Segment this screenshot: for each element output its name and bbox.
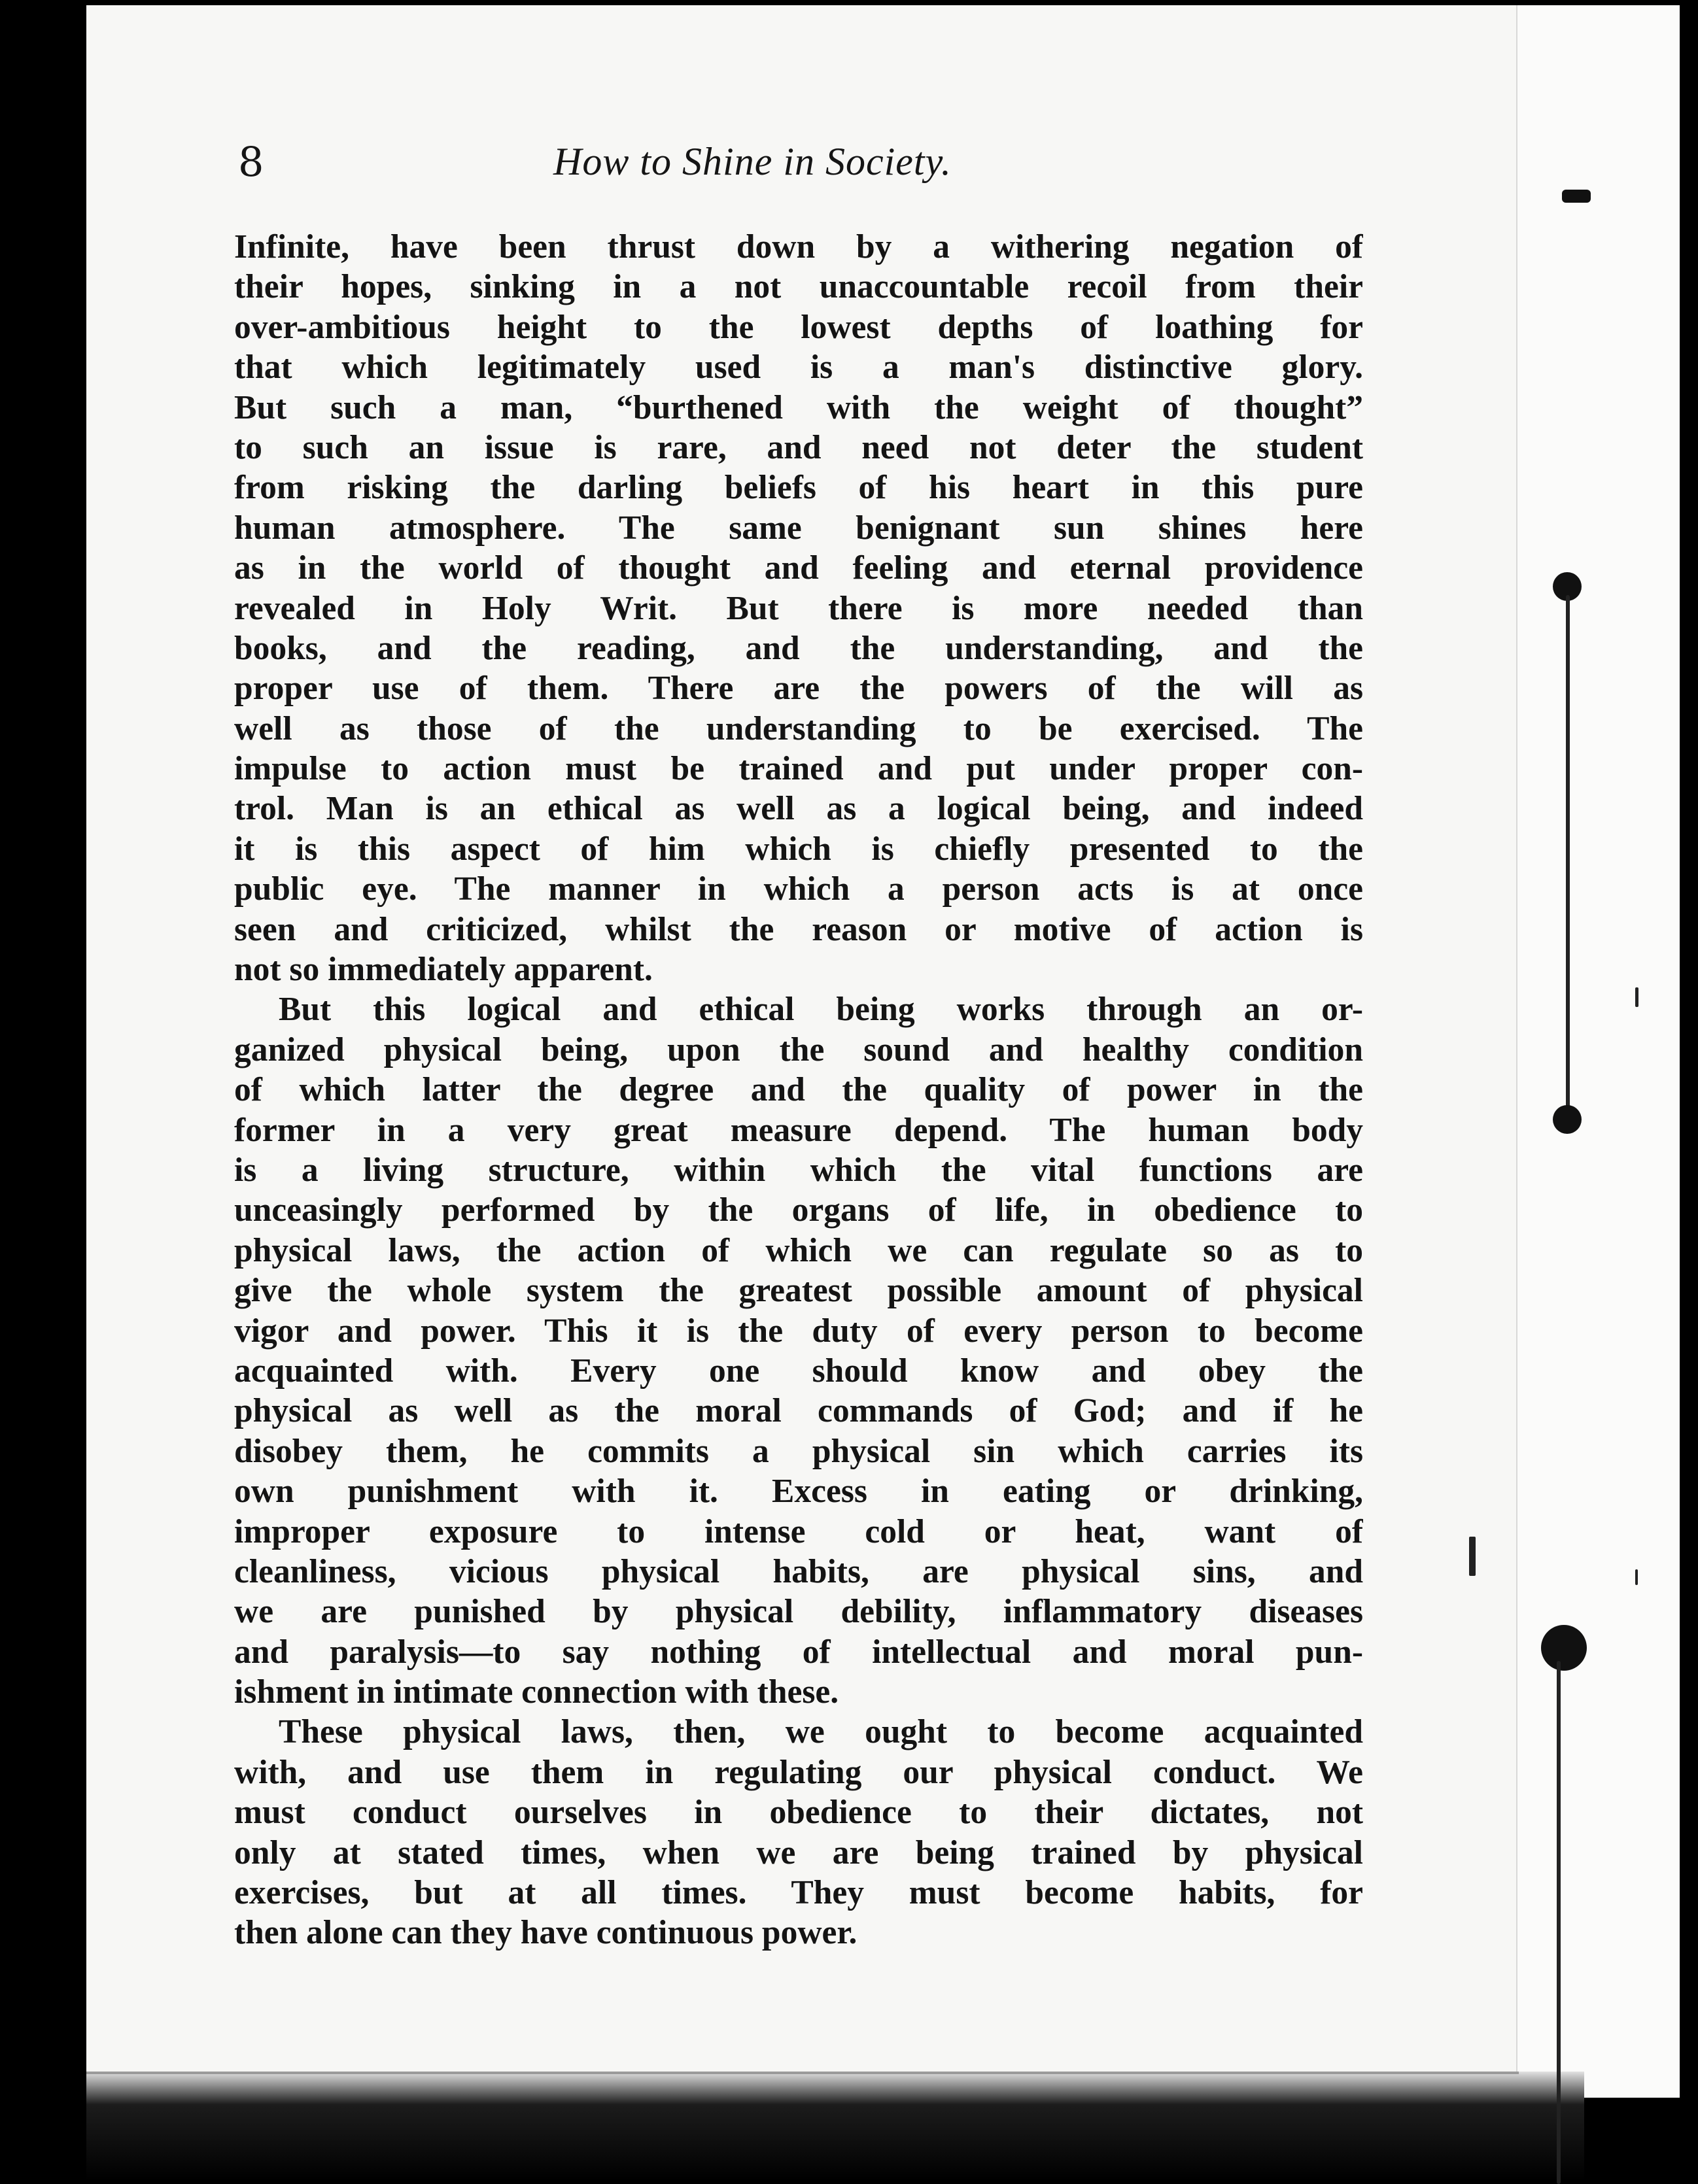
text-line: that which legitimately used is a man's distinctive glory.: [234, 349, 1363, 386]
text-line: from risking the darling beliefs of his heart in this pure: [234, 469, 1363, 507]
text-line: Infinite, have been thrust down by a withering negation of: [234, 228, 1363, 265]
scan-left-border: [0, 0, 86, 2181]
stitch-hole-3: [1541, 1625, 1587, 1671]
text-line: trol. Man is an ethical as well as a logical being, and indeed: [234, 790, 1363, 828]
text-line: unceasingly performed by the organs of life, in obedience to: [234, 1191, 1363, 1229]
text-line: acquainted with. Every one should know and obey the: [234, 1352, 1363, 1390]
text-line: physical laws, the action of which we can regulate so as to: [234, 1231, 1363, 1269]
text-line: former in a very great measure depend. The human body: [234, 1111, 1363, 1149]
text-line: public eye. The manner in which a person acts is at once: [234, 870, 1363, 908]
text-line: is a living structure, within which the vital functions are: [234, 1151, 1363, 1189]
text-line: improper exposure to intense cold or heat, want of: [234, 1512, 1363, 1550]
text-line: to such an issue is rare, and need not deter the student: [234, 428, 1363, 466]
text-line: proper use of them. There are the powers of the will as: [234, 670, 1363, 708]
text-line-paragraph-start: These physical laws, then, we ought to become acquainted: [279, 1713, 1363, 1751]
text-line: only at stated times, when we are being trained by physical: [234, 1834, 1363, 1871]
body-text: [234, 227, 1363, 1953]
margin-mark-1: [1635, 987, 1638, 1007]
text-line: human atmosphere. The same benignant sun shines here: [234, 509, 1363, 547]
text-line: impulse to action must be trained and put under proper con-: [234, 750, 1363, 788]
text-line: with, and use them in regulating our physical conduct. We: [234, 1753, 1363, 1791]
scan-bottom-shadow: [86, 2072, 1584, 2181]
text-line: their hopes, sinking in a not unaccountable recoil from their: [234, 268, 1363, 306]
text-line: as in the world of thought and feeling and eternal providence: [234, 549, 1363, 587]
text-line: But such a man, “burthened with the weight of thought”: [234, 388, 1363, 426]
text-line: vigor and power. This it is the duty of every person to become: [234, 1312, 1363, 1350]
text-line: of which latter the degree and the quality of power in the: [234, 1071, 1363, 1109]
text-line: must conduct ourselves in obedience to their dictates, not: [234, 1794, 1363, 1832]
text-line: well as those of the understanding to be exercised. The: [234, 709, 1363, 747]
text-line-paragraph-start: But this logical and ethical being works through an or-: [279, 991, 1363, 1029]
text-line: own punishment with it. Excess in eating or drinking,: [234, 1473, 1363, 1510]
text-line: disobey them, he commits a physical sin which carries its: [234, 1432, 1363, 1470]
stitch-hole-2: [1553, 1105, 1582, 1134]
text-line: we are punished by physical debility, inflammatory diseases: [234, 1593, 1363, 1631]
text-line-paragraph-end: then alone can they have continuous power.: [234, 1914, 858, 1952]
stitch-thread-2: [1557, 1661, 1561, 2184]
text-line: exercises, but at all times. They must become habits, for: [234, 1874, 1363, 1912]
text-line: books, and the reading, and the understanding, and the: [234, 629, 1363, 667]
scan-right-border: [1680, 0, 1698, 2181]
text-line: it is this aspect of him which is chiefly presented to the: [234, 830, 1363, 868]
text-line: over-ambitious height to the lowest depths of loathing for: [234, 308, 1363, 346]
text-line: seen and criticized, whilst the reason or motive of action is: [234, 910, 1363, 948]
running-head: [234, 134, 1359, 193]
margin-mark-3: [1635, 1569, 1638, 1585]
text-line: physical as well as the moral commands of God; and if he: [234, 1392, 1363, 1430]
scan-top-border: [0, 0, 1698, 5]
text-line: and paralysis—to say nothing of intellectual and moral pun-: [234, 1633, 1363, 1671]
stitch-thread-1: [1566, 595, 1570, 1131]
text-line: cleanliness, vicious physical habits, are physical sins, and: [234, 1552, 1363, 1590]
margin-mark-2: [1469, 1537, 1476, 1576]
page-bottom-edge: [86, 2072, 1519, 2074]
page-number: 8: [238, 138, 264, 186]
text-line: revealed in Holy Writ. But there is more needed than: [234, 589, 1363, 627]
text-line-paragraph-end: ishment in intimate connection with these.: [234, 1673, 839, 1711]
running-title: How to Shine in Society.: [553, 140, 952, 183]
text-line-paragraph-end: not so immediately apparent.: [234, 951, 653, 989]
text-line: ganized physical being, upon the sound and healthy condition: [234, 1031, 1363, 1068]
text-line: give the whole system the greatest possible amount of physical: [234, 1272, 1363, 1310]
binding-margin: [1516, 5, 1681, 2098]
binding-mark-top: [1562, 190, 1591, 203]
